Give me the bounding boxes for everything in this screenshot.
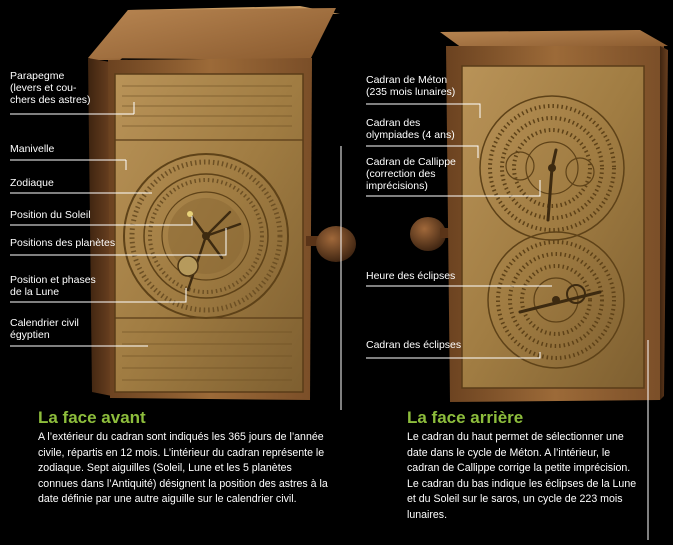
back-text: Le cadran du haut permet de sélectionner une date dans le cycle de Méton. A l’intérieur, le cadran de Callippe corrige la petite imprécision. Le cadran du bas indique les éclipses de la Lune et du Soleil sur le saros, un cycle de 223 mois lunaires.	[407, 431, 637, 521]
label-position-soleil: Position du Soleil	[10, 209, 91, 221]
label-calendrier-civil: Calendrier civil égyptien	[10, 317, 79, 341]
front-text: A l’extérieur du cadran sont indiqués les 365 jours de l’année civile, répartis en 12 mois. L’intérieur du cadran représente le zodiaque. Sept aiguilles (Soleil, Lune et les 5 planètes connues dans l’Antiquité) désignent la position des astres à la date définie par une autre aiguille sur le calendrier civil.	[38, 431, 328, 506]
back-title: La face arrière	[407, 408, 524, 427]
label-cadran-eclipses: Cadran des éclipses	[366, 339, 462, 351]
label-cadran-meton: Cadran de Méton (235 mois lunaires)	[366, 74, 456, 98]
label-position-lune: Position et phases de la Lune	[10, 274, 96, 298]
label-parapegme: Parapegme (levers et cou- chers des astres)	[10, 70, 91, 106]
label-heure-eclipses: Heure des éclipses	[366, 270, 456, 282]
label-positions-planetes: Positions des planètes	[10, 237, 116, 249]
label-cadran-olympiades: Cadran des olympiades (4 ans)	[366, 117, 455, 141]
label-manivelle: Manivelle	[10, 143, 55, 155]
front-box	[88, 6, 356, 400]
label-zodiaque: Zodiaque	[10, 177, 54, 189]
label-cadran-callippe: Cadran de Callippe (correction des imprécisions)	[366, 156, 456, 192]
front-title: La face avant	[38, 408, 146, 427]
